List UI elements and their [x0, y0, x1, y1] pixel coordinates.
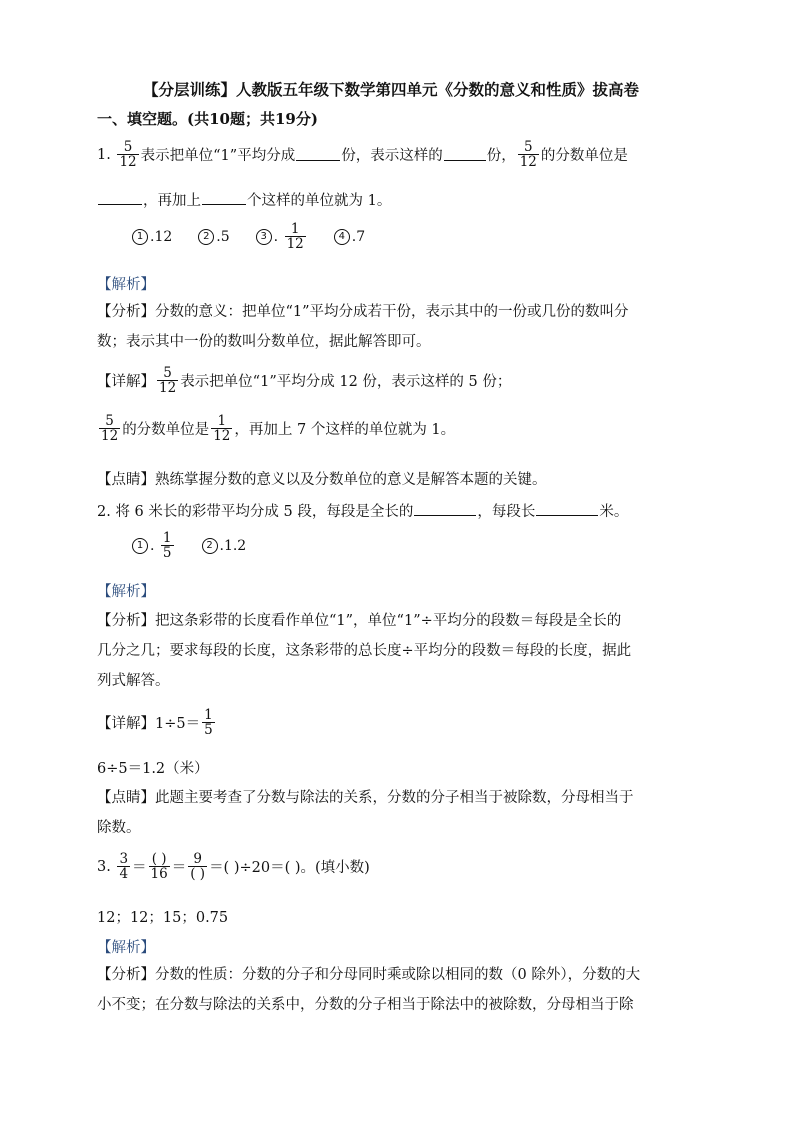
q1-xiangjie-1: 【详解】 $\frac{5}{12}$ 表示把单位“1”平均分成 12 份，表示这样的 5 份； — [97, 365, 512, 397]
q1-xiangjie-2: $\frac{5}{12}$ 的分数单位是 $\frac{1}{12}$ ，再加上 7 个这样的单位就为 1。 — [101, 413, 456, 445]
q1-text: 份，表示这样的 — [341, 148, 443, 165]
q1-text: 个这样的单位就为 1。 — [247, 193, 392, 209]
q1-answers — [132, 222, 391, 251]
analysis-tag: 【解析】 — [97, 277, 155, 293]
q1-dianjing: 【点睛】熟练掌握分数的意义以及分数单位的意义是解答本题的关键。 — [97, 472, 547, 488]
answer-option: 1 . $\frac{1}{5}$ — [132, 531, 176, 560]
page-title: 【分层训练】人教版五年级下数学第四单元《分数的意义和性质》拔高卷 — [143, 80, 640, 99]
q2-fenxi: 【分析】把这条彩带的长度看作单位“1”，单位“1”÷平均分的段数＝每段是全长的 几分之几；要求每段的长度，这条彩带的总长度÷平均分的段数＝每段的长度，据此 列式解答。 — [97, 613, 632, 689]
q2-dianjing: 【点睛】此题主要考查了分数与除法的关系，分数的分子相当于被除数，分母相当于 除数。 — [97, 790, 634, 836]
analysis-tag: 【解析】 — [97, 584, 155, 600]
q1-blank-1[interactable] — [296, 148, 340, 161]
q3-fenxi: 【分析】分数的性质：分数的分子和分母同时乘或除以相同的数（0 除外），分数的大 小不变；在分数与除法的关系中，分数的分子相当于除法中的被除数，分母相当于除 — [97, 967, 641, 1013]
q1-text: 的分数单位是 — [540, 148, 628, 165]
q1-fraction: $\frac{5}{12}$ — [119, 139, 137, 171]
q1-fraction: $\frac{5}{12}$ — [519, 139, 537, 171]
answer-option: 4 . 7 — [334, 229, 365, 245]
q1-blank-3[interactable] — [98, 192, 142, 205]
q1-blank-2[interactable] — [444, 148, 486, 161]
q1-line1 — [97, 140, 628, 169]
answer-option: 2 . 5 — [198, 229, 229, 245]
q2-answers — [132, 531, 272, 560]
q3-answer: 12；12；15；0.75 — [97, 910, 229, 926]
q1-text: ，再加上 — [143, 193, 201, 209]
answer-option: 2 . 1.2 — [202, 538, 247, 554]
q2-blank-1[interactable] — [414, 503, 476, 516]
q2-xiangjie-2: 6÷5＝1.2（米） — [97, 761, 209, 777]
q1-text: 表示把单位“1”平均分成 — [140, 148, 296, 165]
q2-question: 2. 将 6 米长的彩带平均分成 5 段，每段是全长的 ，每段长 米。 — [97, 504, 629, 520]
q3-question: 3. $\frac{3}{4}$ ＝ $\frac{( )}{16}$ ＝ $\frac{9}{( )}$ ＝( )÷20＝( )。(填小数) — [97, 851, 370, 883]
q1-text: 份， — [486, 148, 516, 165]
q1-blank-4[interactable] — [202, 192, 246, 205]
q1-fenxi: 【分析】分数的意义：把单位“1”平均分成若干份，表示其中的一份或几份的数叫分 数；表示其中一份的数叫分数单位，据此解答即可。 — [97, 304, 629, 350]
analysis-tag: 【解析】 — [97, 940, 155, 956]
q1-line2 — [97, 189, 391, 210]
q2-blank-2[interactable] — [536, 503, 598, 516]
q1-number: 1. — [97, 146, 111, 163]
answer-option: 3 . $\frac{1}{12}$ — [256, 222, 308, 251]
q2-xiangjie-1: 【详解】 1÷5＝ $\frac{1}{5}$ — [97, 707, 213, 739]
answer-option: 1 . 12 — [132, 229, 172, 245]
section-heading: 一、填空题。(共10题；共19分) — [97, 110, 318, 128]
